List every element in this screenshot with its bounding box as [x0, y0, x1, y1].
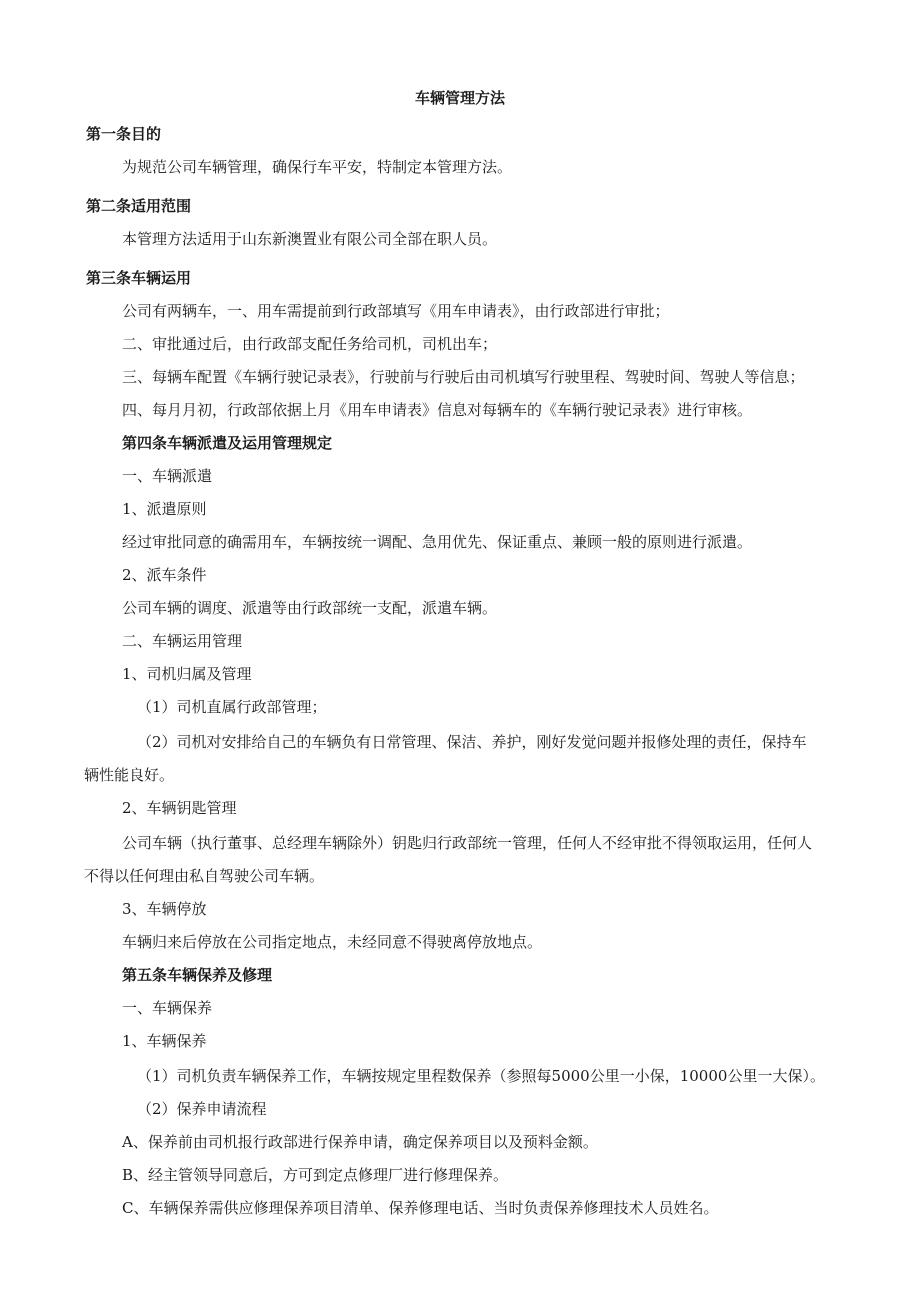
paragraph: 四、每月月初，行政部依据上月《用车申请表》信息对每辆车的《车辆行驶记录表》进行审核。: [122, 401, 753, 419]
paragraph: 二、审批通过后，由行政部支配任务给司机，司机出车；: [122, 335, 498, 353]
list-item-continuation: 辆性能良好。: [84, 766, 175, 784]
subheading: 一、车辆保养: [122, 999, 213, 1017]
paragraph: 为规范公司车辆管理，确保行车平安，特制定本管理方法。: [122, 158, 513, 176]
paragraph: 公司有两辆车，一、用车需提前到行政部填写《用车申请表》，由行政部进行审批；: [122, 302, 670, 320]
paragraph: 车辆归来后停放在公司指定地点，未经同意不得驶离停放地点。: [122, 933, 543, 951]
subheading: 二、车辆运用管理: [122, 632, 243, 650]
list-item: （2）保养申请流程: [137, 1100, 267, 1118]
paragraph-continuation: 不得以任何理由私自驾驶公司车辆。: [84, 867, 325, 885]
list-item: C、车辆保养需供应修理保养项目清单、保养修理电话、当时负责保养修理技术人员姓名。: [122, 1199, 719, 1217]
paragraph: 公司车辆的调度、派遣等由行政部统一支配，派遣车辆。: [122, 599, 498, 617]
subheading: 1、司机归属及管理: [122, 665, 252, 683]
document-title: 车辆管理方法: [414, 89, 505, 107]
section-1-heading: 第一条目的: [86, 125, 162, 143]
section-5-heading: 第五条车辆保养及修理: [122, 966, 273, 984]
section-4-heading: 第四条车辆派遣及运用管理规定: [122, 434, 333, 452]
section-3-heading: 第三条车辆运用: [86, 269, 192, 287]
subheading: 3、车辆停放: [122, 900, 207, 918]
subheading: 1、派遣原则: [122, 500, 207, 518]
list-item: B、经主管领导同意后，方可到定点修理厂进行修理保养。: [122, 1166, 509, 1184]
paragraph: 三、每辆车配置《车辆行驶记录表》，行驶前与行驶后由司机填写行驶里程、驾驶时间、驾驶人等信息；: [122, 368, 805, 386]
subheading: 2、派车条件: [122, 566, 207, 584]
section-2-heading: 第二条适用范围: [86, 197, 192, 215]
list-item: （1）司机负责车辆保养工作，车辆按规定里程数保养（参照每5000公里一小保，10000公里一大保）。: [137, 1067, 825, 1085]
subheading: 一、车辆派遣: [122, 467, 213, 485]
paragraph: 本管理方法适用于山东新澳置业有限公司全部在职人员。: [122, 230, 498, 248]
subheading: 2、车辆钥匙管理: [122, 799, 237, 817]
paragraph: 公司车辆（执行董事、总经理车辆除外）钥匙归行政部统一管理，任何人不经审批不得领取运用，任何人: [122, 834, 813, 852]
subheading: 1、车辆保养: [122, 1032, 207, 1050]
list-item: （1）司机直属行政部管理；: [137, 698, 327, 716]
list-item: A、保养前由司机报行政部进行保养申请，确定保养项目以及预料金额。: [122, 1133, 598, 1151]
list-item: （2）司机对安排给自己的车辆负有日常管理、保洁、养护，刚好发觉问题并报修处理的责任，保持车: [137, 733, 807, 751]
paragraph: 经过审批同意的确需用车，车辆按统一调配、急用优先、保证重点、兼顾一般的原则进行派遣。: [122, 533, 753, 551]
